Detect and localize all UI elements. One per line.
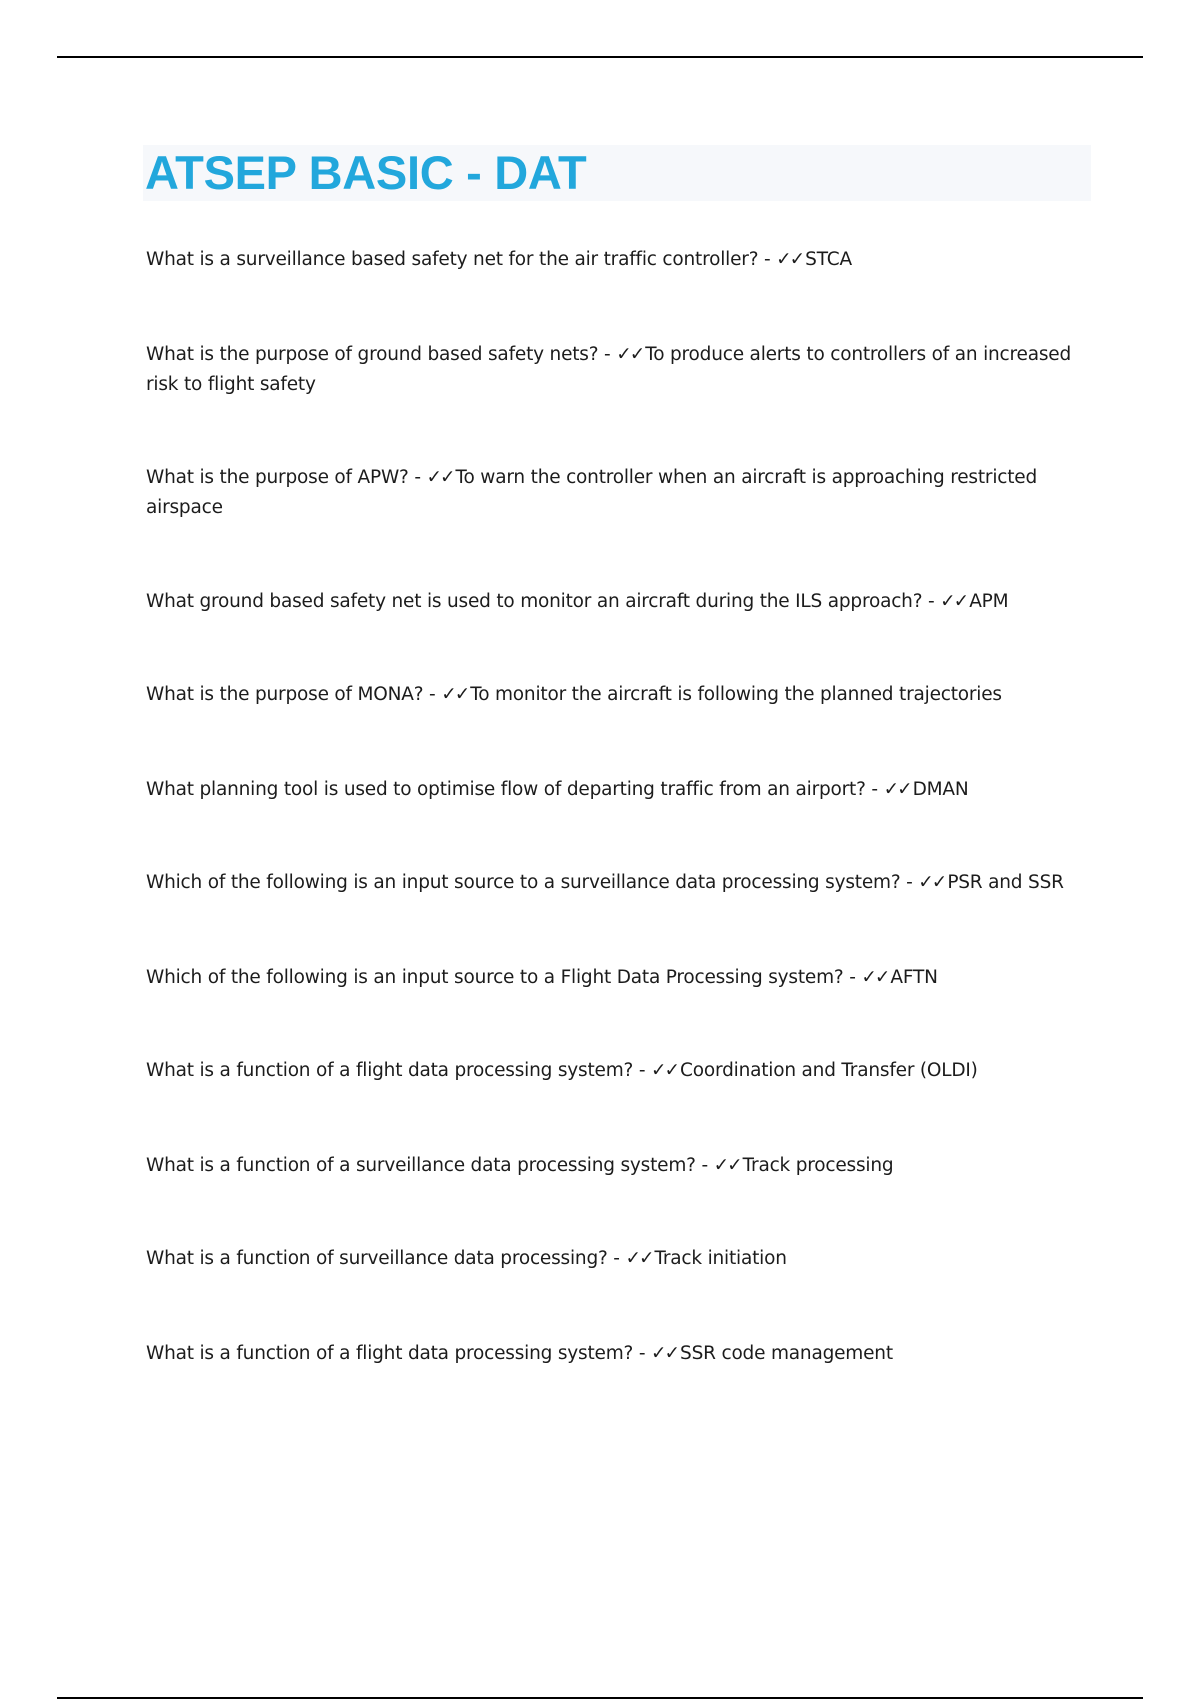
question-text: What is a function of a flight data processing system? [146,1060,634,1081]
page-title: ATSEP BASIC - DAT [145,146,587,199]
question-text: What ground based safety net is used to monitor an aircraft during the ILS approach? [146,591,923,612]
separator: - [423,684,442,705]
qa-item [146,1151,1076,1181]
answer-text: Coordination and Transfer (OLDI) [680,1060,978,1081]
check-icon: ✓✓ [918,872,946,893]
qa-item [146,868,1076,898]
qa-item [146,1056,1076,1086]
check-icon: ✓✓ [776,249,804,270]
check-icon: ✓✓ [861,967,889,988]
separator: - [865,779,884,800]
question-text: What is the purpose of APW? [146,467,409,488]
question-text: Which of the following is an input source to a surveillance data processing system? [146,872,901,893]
qa-item [146,587,1076,617]
qa-item [146,775,1076,805]
question-text: What is a surveillance based safety net for the air traffic controller? [146,249,759,270]
question-text: What is a function of a flight data processing system? [146,1343,634,1364]
qa-item [146,680,1076,710]
separator: - [900,872,919,893]
separator: - [695,1155,714,1176]
answer-text: SSR code management [680,1343,893,1364]
bottom-rule [57,1697,1143,1699]
answer-text: APM [969,591,1009,612]
separator: - [633,1343,652,1364]
qa-item [146,1339,1076,1369]
separator: - [758,249,777,270]
check-icon: ✓✓ [940,591,968,612]
separator: - [408,467,427,488]
check-icon: ✓✓ [625,1248,653,1269]
qa-item [146,963,1076,993]
answer-text: Track processing [742,1155,894,1176]
top-rule [57,56,1143,58]
check-icon: ✓✓ [883,779,911,800]
qa-item [146,245,1076,275]
question-text: What is the purpose of ground based safety nets? [146,344,599,365]
question-text: What is a function of a surveillance data processing system? [146,1155,696,1176]
separator: - [922,591,941,612]
answer-text: Track initiation [654,1248,787,1269]
question-text: What planning tool is used to optimise flow of departing traffic from an airport? [146,779,866,800]
separator: - [607,1248,626,1269]
separator: - [598,344,617,365]
check-icon: ✓✓ [616,344,644,365]
answer-text: DMAN [912,779,969,800]
answer-text: To produce alerts to controllers of an increased risk to flight safety [146,344,1071,395]
check-icon: ✓✓ [651,1343,679,1364]
question-text: What is a function of surveillance data processing? [146,1248,608,1269]
qa-item [146,1244,1076,1274]
separator: - [843,967,862,988]
answer-text: STCA [805,249,852,270]
check-icon: ✓✓ [713,1155,741,1176]
answer-text: PSR and SSR [947,872,1064,893]
check-icon: ✓✓ [651,1060,679,1081]
separator: - [633,1060,652,1081]
answer-text: To warn the controller when an aircraft is approaching restricted airspace [146,467,1038,518]
answer-text: To monitor the aircraft is following the planned trajectories [470,684,1002,705]
qa-item [146,340,1076,400]
qa-item [146,463,1076,523]
question-text: Which of the following is an input source to a Flight Data Processing system? [146,967,844,988]
check-icon: ✓✓ [441,684,469,705]
answer-text: AFTN [890,967,938,988]
check-icon: ✓✓ [426,467,454,488]
question-text: What is the purpose of MONA? [146,684,424,705]
